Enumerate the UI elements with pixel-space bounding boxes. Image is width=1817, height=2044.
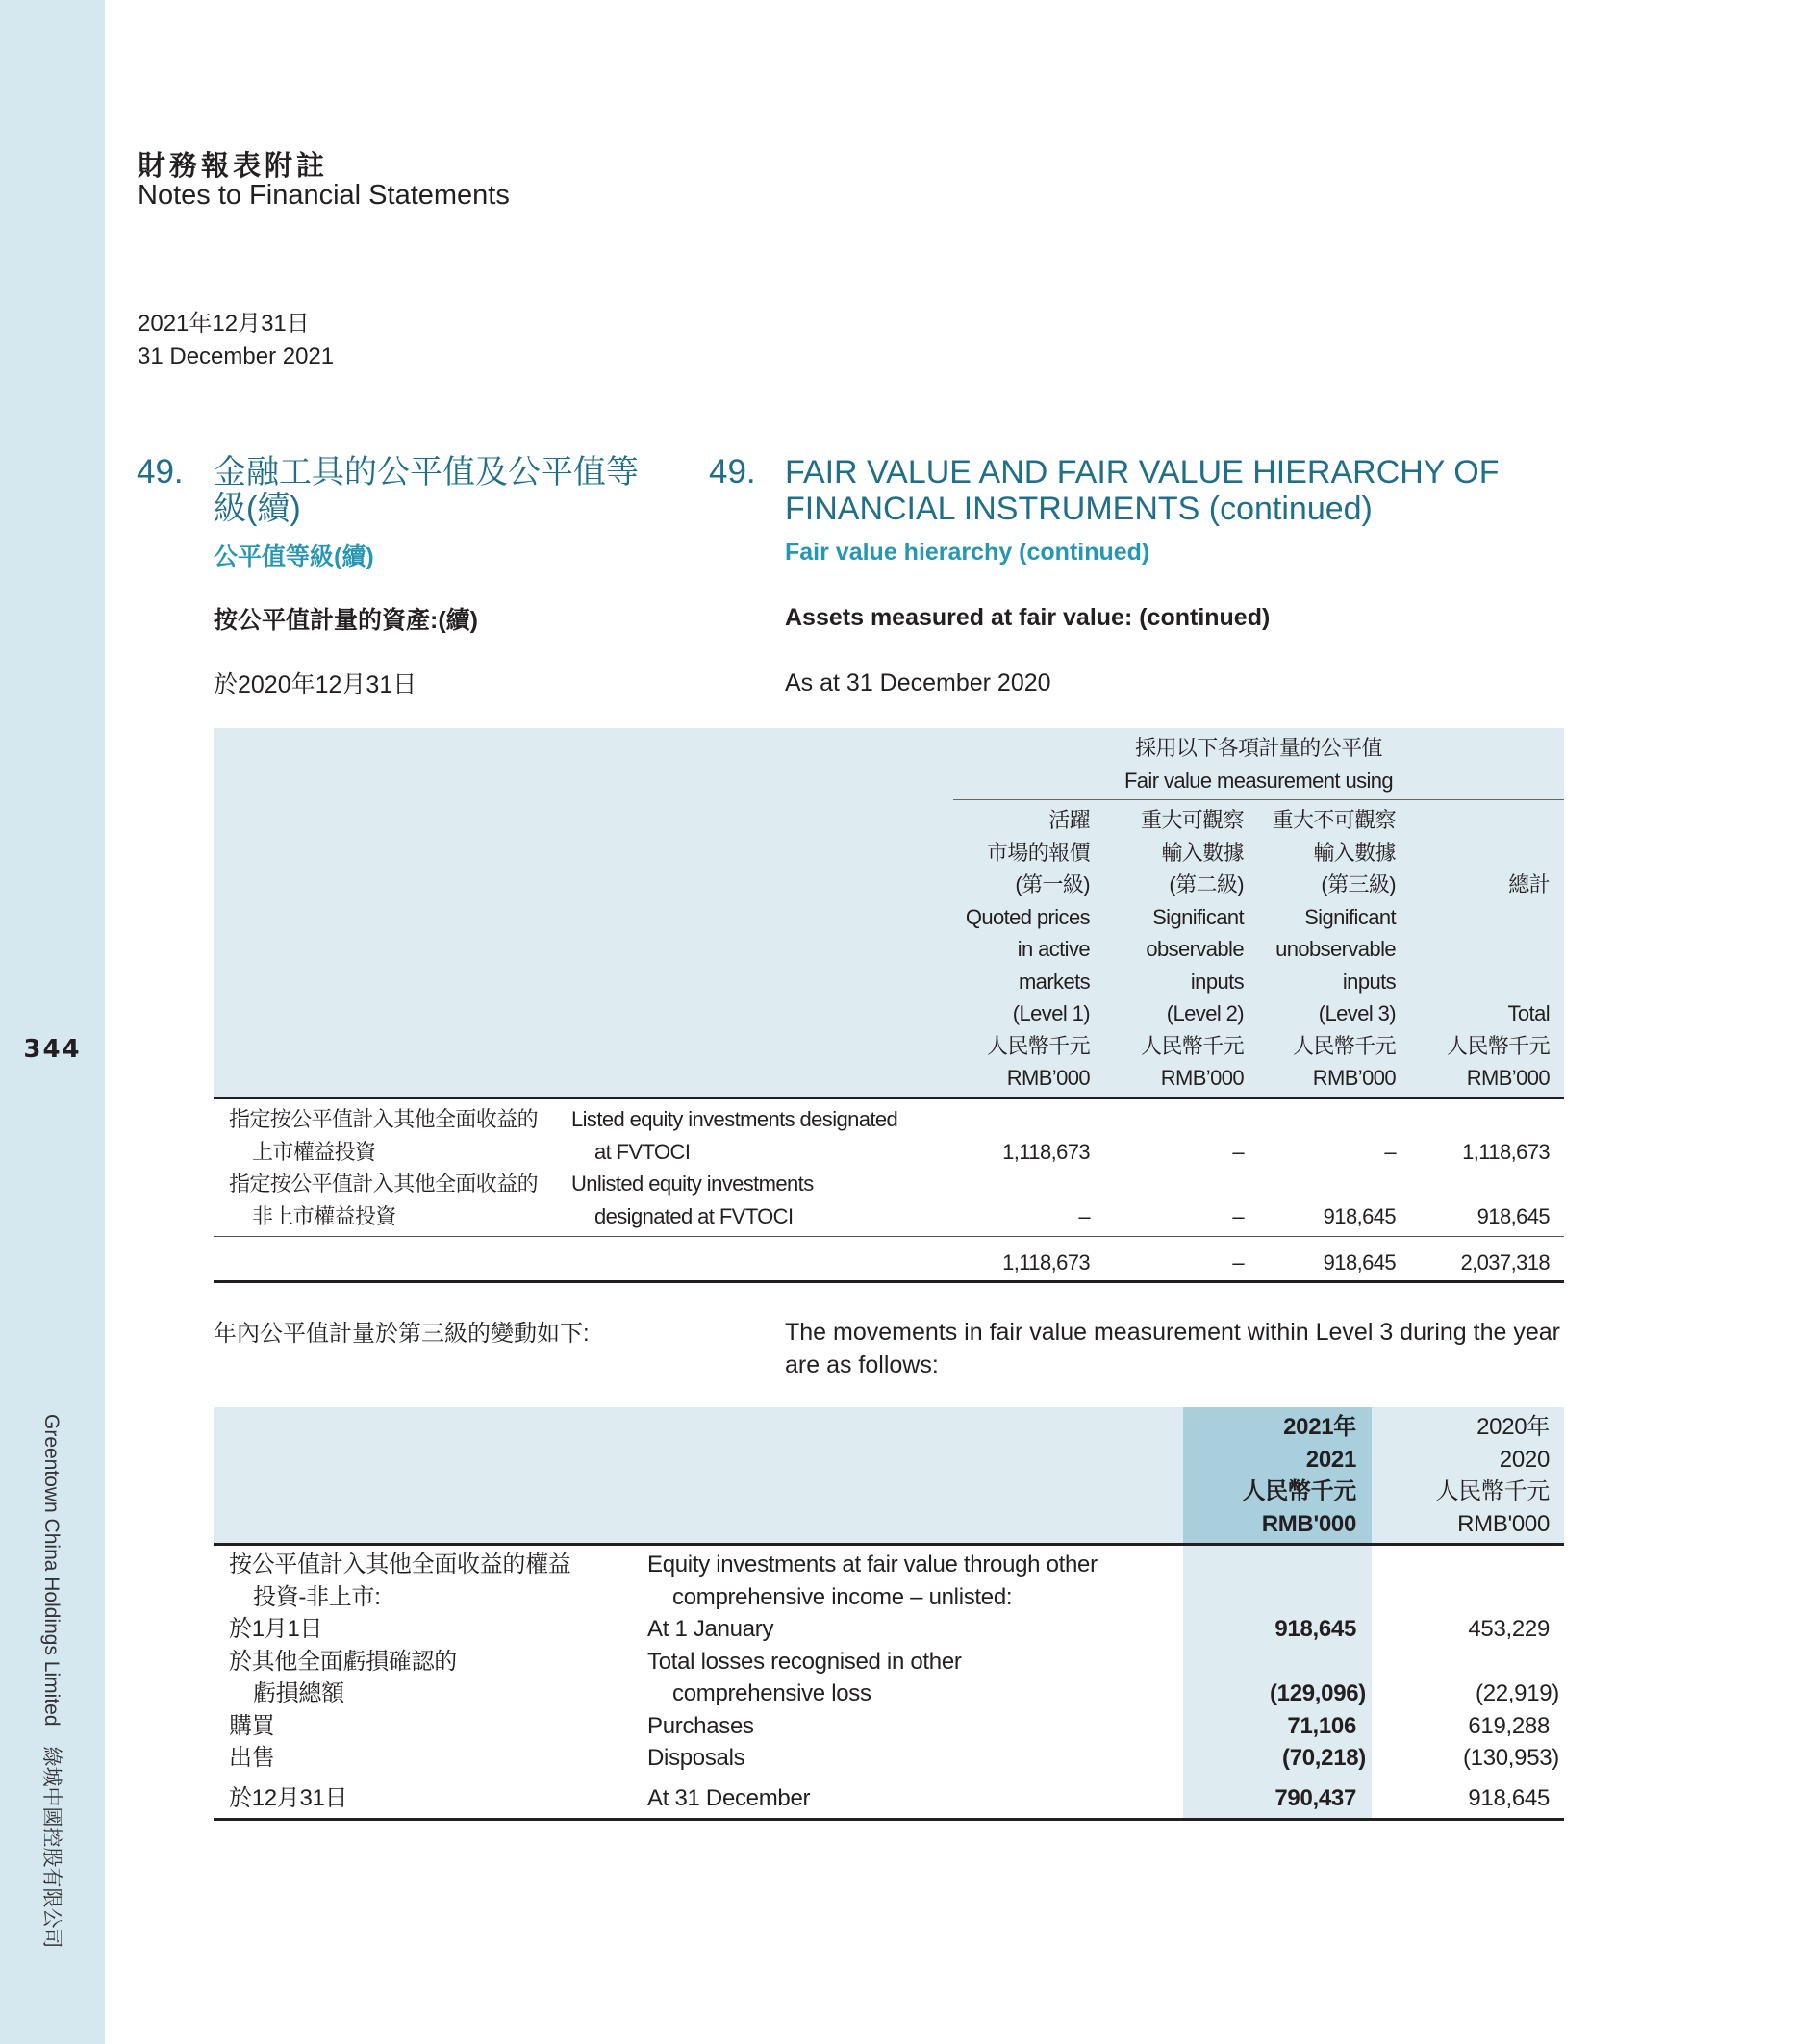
unit-cn: 人民幣千元: [1242, 1478, 1356, 1504]
table1-group-header: [953, 732, 1564, 796]
value-2021: 790,437: [1274, 1785, 1356, 1811]
value-2020: (22,919): [1476, 1680, 1559, 1706]
date-cn: 2021年12月31日: [138, 311, 310, 337]
header-line: [1338, 966, 1550, 998]
value-cell: –: [1232, 1139, 1244, 1164]
row-label-en: Purchases: [647, 1712, 754, 1739]
text-line: 投資-非上市:: [253, 1583, 381, 1610]
page-number: 344: [23, 1035, 82, 1064]
header-line: 活躍: [1048, 808, 1090, 832]
header-line: [1338, 804, 1550, 837]
text-line: Equity investments at fair value through other: [647, 1552, 1098, 1577]
group-label-en: [647, 1549, 1098, 1613]
header-line: in active: [1017, 937, 1090, 961]
header-line: 人民幣千元: [1292, 1033, 1396, 1058]
header-line: 重大可觀察: [1140, 808, 1244, 832]
header-title-en: Notes to Financial Statements: [138, 180, 510, 211]
row-label-en: At 31 December: [647, 1785, 811, 1811]
header-line: (Level 2): [1166, 1001, 1244, 1025]
text-line: comprehensive income – unlisted:: [672, 1583, 1013, 1610]
title-line: FAIR VALUE AND FAIR VALUE HIERARCHY OF: [785, 454, 1500, 491]
section-title-cn: [214, 454, 639, 527]
row-label-en: [571, 1168, 814, 1232]
header-line: unobservable: [1275, 937, 1396, 961]
header-line: 輸入數據: [1313, 840, 1396, 865]
row-label-en: [647, 1646, 962, 1710]
value-2021: 918,645: [1274, 1616, 1356, 1642]
table2-bottom-rule: [214, 1818, 1564, 1821]
group-header-cn: 採用以下各項計量的公平值: [1135, 736, 1382, 760]
unit: RMB'000: [1457, 1510, 1550, 1537]
header-line: Significant: [1152, 904, 1244, 929]
text-line: Unlisted equity investments: [571, 1172, 814, 1196]
group-header-en: Fair value measurement using: [1123, 768, 1394, 793]
text-line: 上市權益投資: [252, 1139, 376, 1164]
value-2020: (130,953): [1462, 1745, 1559, 1771]
text-line: Listed equity investments designated: [571, 1107, 898, 1131]
table1-header-rule: [214, 1097, 1564, 1099]
movements-text-en: [785, 1316, 1560, 1381]
value-cell: –: [1384, 1139, 1396, 1164]
year-cn: 2020年: [1476, 1414, 1550, 1440]
header-line: RMB’000: [1312, 1066, 1396, 1090]
row-label-cn: 出售: [229, 1745, 275, 1771]
header-line: observable: [1146, 937, 1244, 961]
row-label-en: [571, 1103, 897, 1168]
header-line: inputs: [1190, 969, 1244, 994]
text-line: 按公平值計入其他全面收益的權益: [229, 1552, 571, 1577]
value-cell: –: [1078, 1203, 1090, 1228]
date-en: 31 December 2021: [138, 343, 335, 369]
header-line: [1338, 901, 1550, 934]
row-label-cn: 於12月31日: [229, 1785, 348, 1811]
header-line: (Level 1): [1012, 1001, 1090, 1025]
row-label-cn: [229, 1168, 538, 1232]
header-line: (第二級): [1169, 872, 1244, 896]
total-cell: 2,037,318: [1460, 1250, 1550, 1274]
header-line: (第三級): [1321, 872, 1396, 896]
value-2020: 619,288: [1468, 1712, 1550, 1739]
row-label-en: At 1 January: [647, 1616, 774, 1642]
value-2020: 918,645: [1468, 1785, 1550, 1811]
text-line: 指定按公平值計入其他全面收益的: [229, 1107, 539, 1131]
table1-bottom-rule: [214, 1280, 1564, 1283]
section-title-en: [785, 454, 1500, 527]
header-line: inputs: [1342, 969, 1396, 994]
value-2021: (70,218): [1282, 1745, 1366, 1771]
text-line: 虧損總額: [253, 1680, 344, 1706]
header-line: markets: [1018, 969, 1090, 994]
text-line: are as follows:: [785, 1351, 939, 1378]
header-line: 總計: [1508, 872, 1550, 896]
header-line: Significant: [1304, 904, 1396, 929]
group-divider: [953, 799, 1564, 800]
header-title-cn: 財務報表附註: [138, 149, 329, 182]
as-at-cn: 於2020年12月31日: [214, 671, 417, 698]
header-line: (第一級): [1015, 872, 1090, 896]
movements-text-cn: 年內公平值計量於第三級的變動如下:: [214, 1321, 590, 1347]
section-number-cn: 49.: [137, 453, 184, 491]
header-line: [1338, 837, 1550, 870]
row-label-cn: [229, 1103, 538, 1168]
text-line: 非上市權益投資: [252, 1203, 396, 1228]
header-line: Total: [1507, 1001, 1550, 1025]
unit: RMB'000: [1261, 1510, 1356, 1537]
header-line: 重大不可觀察: [1272, 808, 1396, 832]
text-line: comprehensive loss: [672, 1680, 871, 1706]
total-cell: 918,645: [1323, 1250, 1396, 1274]
header-line: RMB’000: [1160, 1066, 1244, 1090]
header-line: (Level 3): [1318, 1001, 1396, 1025]
text-line: designated at FVTOCI: [594, 1203, 794, 1228]
text-line: The movements in fair value measurement within Level 3 during the year: [785, 1319, 1560, 1346]
header-line: [1338, 933, 1550, 966]
section-number-en: 49.: [709, 453, 756, 491]
year: 2020: [1499, 1446, 1550, 1473]
total-cell: –: [1232, 1250, 1244, 1274]
header-line: 市場的報價: [986, 840, 1090, 865]
value-2021: (129,096): [1269, 1680, 1366, 1706]
value-2021: 71,106: [1287, 1712, 1356, 1739]
table2-header-rule: [214, 1543, 1564, 1546]
company-name: Greentown China Holdings Limited 綠城中國控股有限公司: [40, 1414, 63, 1949]
row-label-cn: 於1月1日: [229, 1616, 323, 1642]
title-line: 金融工具的公平值及公平值等: [214, 454, 639, 491]
header-line: 人民幣千元: [1446, 1033, 1550, 1058]
value-cell: –: [1232, 1203, 1244, 1228]
text-line: 指定按公平值計入其他全面收益的: [229, 1172, 539, 1196]
as-at-en: As at 31 December 2020: [785, 669, 1051, 696]
header-line: 輸入數據: [1161, 840, 1244, 865]
row-label-cn: [229, 1646, 457, 1710]
year-cn: 2021年: [1283, 1414, 1356, 1440]
header-line: RMB’000: [1466, 1066, 1550, 1090]
assets-heading-cn: 按公平值計量的資產:(續): [214, 607, 478, 634]
table1-subtotal-rule: [214, 1236, 1564, 1237]
text-line: Total losses recognised in other: [647, 1648, 962, 1675]
value-2020: 453,229: [1468, 1616, 1550, 1642]
title-line: FINANCIAL INSTRUMENTS (continued): [785, 491, 1373, 527]
year: 2021: [1305, 1446, 1356, 1473]
assets-heading-en: Assets measured at fair value: (continued): [785, 604, 1271, 631]
subheading-cn: 公平值等級(續): [214, 543, 374, 570]
row-label-cn: 購買: [229, 1712, 275, 1739]
row-label-en: Disposals: [647, 1745, 745, 1771]
value-cell: 918,645: [1476, 1203, 1550, 1228]
value-cell: 1,118,673: [1462, 1139, 1550, 1164]
header-line: 人民幣千元: [986, 1033, 1090, 1058]
group-label-cn: [229, 1549, 571, 1613]
header-line: 人民幣千元: [1140, 1033, 1244, 1058]
col-2020-header: [1376, 1411, 1550, 1540]
value-cell: 918,645: [1323, 1203, 1396, 1228]
value-cell: 1,118,673: [1002, 1139, 1090, 1164]
table1-col-header-4: [1338, 804, 1550, 1095]
text-line: 於其他全面虧損確認的: [229, 1648, 457, 1675]
subheading-en: Fair value hierarchy (continued): [785, 539, 1150, 566]
title-line: 級(續): [214, 491, 301, 527]
col-2021-header: [1183, 1411, 1356, 1540]
unit-cn: 人民幣千元: [1435, 1478, 1550, 1504]
total-cell: 1,118,673: [1002, 1250, 1090, 1274]
header-line: Quoted prices: [965, 904, 1090, 929]
header-line: RMB’000: [1006, 1066, 1090, 1090]
text-line: at FVTOCI: [594, 1139, 691, 1164]
